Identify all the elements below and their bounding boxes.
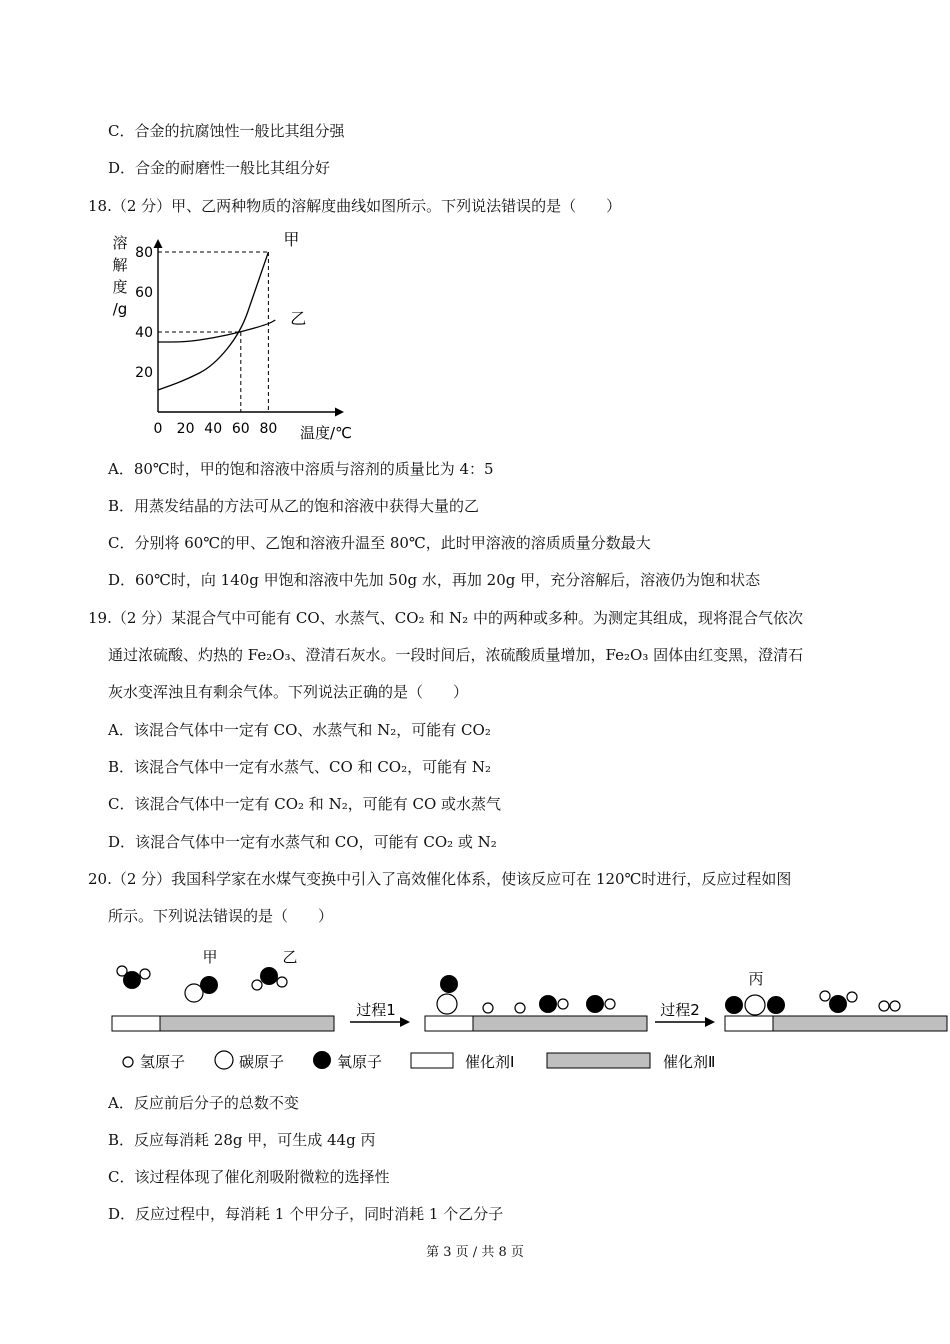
x-axis-label: 温度/℃ [300, 424, 352, 442]
catalyst-surface-1 [112, 1016, 334, 1031]
legend-hydrogen-icon [123, 1057, 133, 1067]
q18-stem: 18.（2 分）甲、乙两种物质的溶解度曲线如图所示。下列说法错误的是（ ） [88, 197, 622, 215]
water-molecule-initial [117, 966, 150, 989]
page-footer: 第 3 页 / 共 8 页 [426, 1245, 524, 1260]
q19-option-d: D．该混合气体中一定有水蒸气和 CO，可能有 CO₂ 或 N₂ [108, 833, 497, 851]
q18-option-b: B．用蒸发结晶的方法可从乙的饱和溶液中获得大量的乙 [108, 497, 480, 515]
y-tick-label: 60 [135, 285, 153, 301]
q17-option-d: D．合金的耐磨性一般比其组分好 [108, 159, 331, 177]
legend-oxygen-label: 氧原子 [337, 1053, 383, 1071]
q20-option-b: B．反应每消耗 28g 甲，可生成 44g 丙 [108, 1131, 376, 1149]
adsorbed-h-atom [483, 1003, 493, 1013]
x-tick-label: 40 [204, 421, 223, 437]
label-bing: 丙 [748, 970, 764, 988]
y-axis-label: 度 [112, 278, 128, 296]
adsorbed-oh [586, 995, 615, 1013]
x-tick-label: 20 [176, 421, 195, 437]
adsorbed-co [437, 975, 458, 1014]
x-tick-label: 0 [153, 421, 163, 437]
x-tick-label: 80 [259, 421, 278, 437]
solubility-chart [100, 226, 370, 448]
x-axis-arrow-icon [335, 408, 344, 417]
hydrogen-molecule [879, 1001, 900, 1011]
q19-stem-line2: 通过浓硫酸、灼热的 Fe₂O₃、澄清石灰水。一段时间后，浓硫酸质量增加，Fe₂O₃ 固体由红变黑，澄清石 [108, 646, 804, 664]
legend-catalyst2-icon [547, 1053, 650, 1068]
label-yi: 乙 [282, 948, 298, 966]
catalyst-surface-3 [725, 1016, 947, 1031]
q20-stem-line1: 20.（2 分）我国科学家在水煤气变换中引入了高效催化体系，使该反应可在 120℃时进行，反应过程如图 [88, 870, 792, 888]
series-line-yi [158, 320, 275, 342]
co-molecule-jia [185, 976, 218, 1002]
q19-option-c: C．该混合气体中一定有 CO₂ 和 N₂，可能有 CO 或水蒸气 [108, 795, 502, 813]
y-tick-label: 20 [135, 365, 153, 381]
legend-oxygen-icon [313, 1051, 331, 1069]
series-label: 甲 [283, 230, 300, 249]
label-jia: 甲 [202, 948, 218, 966]
adsorbed-oh [539, 995, 568, 1013]
legend-catalyst1-icon [411, 1053, 453, 1068]
q20-stem-line2: 所示。下列说法错误的是（ ） [108, 907, 334, 925]
reaction-diagram [100, 940, 950, 1075]
y-axis-label: /g [112, 300, 128, 318]
legend-carbon-icon [215, 1051, 233, 1069]
q17-option-c: C．合金的抗腐蚀性一般比其组分强 [108, 122, 345, 140]
q19-stem-line3: 灰水变浑浊且有剩余气体。下列说法正确的是（ ） [108, 683, 469, 701]
catalyst-surface-2 [425, 1016, 647, 1031]
q18-option-c: C．分别将 60℃的甲、乙饱和溶液升温至 80℃，此时甲溶液的溶质质量分数最大 [108, 534, 651, 552]
series-label: 乙 [290, 309, 307, 328]
q20-option-d: D．反应过程中，每消耗 1 个甲分子，同时消耗 1 个乙分子 [108, 1205, 504, 1223]
y-axis-arrow-icon [154, 239, 163, 248]
q20-option-c: C．该过程体现了催化剂吸附微粒的选择性 [108, 1168, 390, 1186]
legend-catalyst2-label: 催化剂Ⅱ [663, 1053, 716, 1071]
q19-stem-line1: 19.（2 分）某混合气中可能有 CO、水蒸气、CO₂ 和 N₂ 中的两种或多种。为测定其组成，现将混合气依次 [88, 609, 803, 627]
co2-molecule-bing [725, 995, 785, 1015]
q18-option-a: A．80℃时，甲的饱和溶液中溶质与溶剂的质量比为 4：5 [108, 460, 494, 478]
label-process1: 过程1 [356, 1001, 396, 1019]
legend-hydrogen-label: 氢原子 [140, 1053, 186, 1071]
legend-carbon-label: 碳原子 [239, 1053, 285, 1071]
adsorbed-h-atom [515, 1003, 525, 1013]
q20-option-a: A．反应前后分子的总数不变 [108, 1094, 299, 1112]
y-tick-label: 40 [135, 325, 153, 341]
label-process2: 过程2 [660, 1001, 700, 1019]
y-axis-label: 溶 [112, 234, 128, 252]
water-molecule-final [820, 991, 857, 1013]
legend-catalyst1-label: 催化剂Ⅰ [465, 1053, 515, 1071]
series-line-jia [158, 252, 268, 390]
x-tick-label: 60 [231, 421, 250, 437]
q18-option-d: D．60℃时，向 140g 甲饱和溶液中先加 50g 水，再加 20g 甲，充分溶解后，溶液仍为饱和状态 [108, 571, 761, 589]
water-molecule-yi [252, 967, 287, 990]
q19-option-b: B．该混合气体中一定有水蒸气、CO 和 CO₂，可能有 N₂ [108, 758, 492, 776]
y-axis-label: 解 [112, 256, 128, 274]
y-tick-label: 80 [135, 245, 153, 261]
q19-option-a: A．该混合气体中一定有 CO、水蒸气和 N₂，可能有 CO₂ [108, 721, 491, 739]
